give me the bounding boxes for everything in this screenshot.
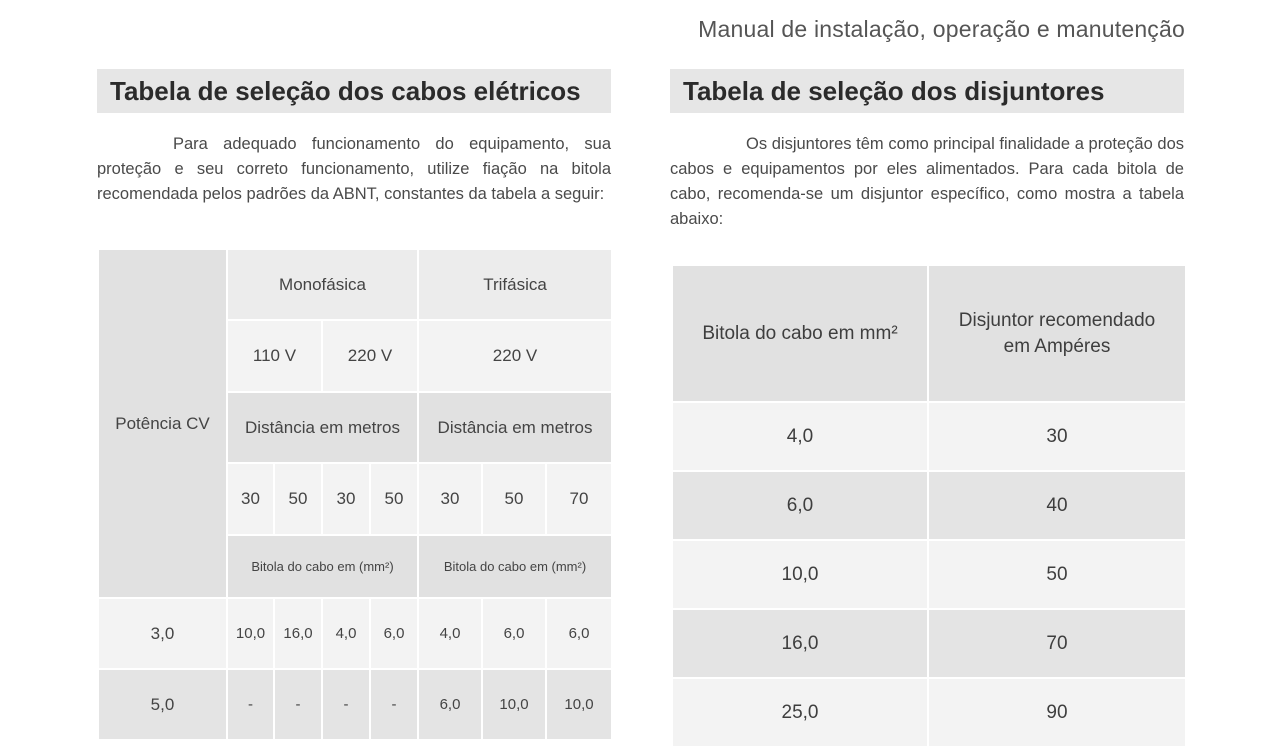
gauge-column-header: Bitola do cabo em mm²: [672, 265, 928, 402]
gauge-value: 10,0: [227, 598, 274, 669]
cable-section-title: Tabela de seleção dos cabos elétricos: [97, 69, 611, 113]
gauge-value: 6,0: [482, 598, 546, 669]
cable-section: [97, 69, 611, 207]
gauge-tri-header: Bitola do cabo em (mm²): [418, 535, 612, 598]
distance-mono-header: Distância em metros: [227, 392, 418, 463]
table-row: [672, 471, 1186, 540]
table-row: [672, 540, 1186, 609]
breaker-section: [670, 69, 1184, 232]
distance-tri-header: Distância em metros: [418, 392, 612, 463]
gauge-value: -: [274, 669, 322, 740]
gauge-value: 4,0: [672, 402, 928, 471]
breaker-column-header: Disjuntor recomendado em Ampéres: [928, 265, 1186, 402]
gauge-value: 10,0: [546, 669, 612, 740]
gauge-value: 6,0: [546, 598, 612, 669]
cable-section-paragraph: Para adequado funcionamento do equipamento, sua proteção e seu correto funcionamento, utilize fiação na bitola recomendada pelos padrões da ABNT, constantes da tabela a seguir:: [97, 135, 611, 203]
breaker-value: 70: [928, 609, 1186, 678]
tri-header: Trifásica: [418, 249, 612, 320]
voltage-220-tri-header: 220 V: [418, 320, 612, 392]
breaker-selection-table: [671, 264, 1187, 748]
breaker-value: 30: [928, 402, 1186, 471]
distance-value: 50: [482, 463, 546, 535]
cable-selection-table: [97, 248, 613, 741]
gauge-value: 4,0: [418, 598, 482, 669]
page-header-title: Manual de instalação, operação e manutenção: [698, 16, 1185, 42]
mono-header: Monofásica: [227, 249, 418, 320]
power-header: Potência CV: [98, 249, 227, 598]
distance-value: 30: [418, 463, 482, 535]
distance-value: 30: [227, 463, 274, 535]
distance-value: 30: [322, 463, 370, 535]
voltage-110-header: 110 V: [227, 320, 322, 392]
gauge-value: 4,0: [322, 598, 370, 669]
gauge-value: 16,0: [274, 598, 322, 669]
voltage-220-mono-header: 220 V: [322, 320, 418, 392]
gauge-value: 10,0: [672, 540, 928, 609]
gauge-value: 6,0: [370, 598, 418, 669]
breaker-value: 90: [928, 678, 1186, 747]
distance-value: 70: [546, 463, 612, 535]
breaker-value: 40: [928, 471, 1186, 540]
gauge-value: -: [227, 669, 274, 740]
gauge-value: 16,0: [672, 609, 928, 678]
distance-value: 50: [370, 463, 418, 535]
breaker-section-title: Tabela de seleção dos disjuntores: [670, 69, 1184, 113]
gauge-value: 6,0: [418, 669, 482, 740]
table-row: [98, 598, 612, 669]
table-row: [98, 669, 612, 740]
gauge-mono-header: Bitola do cabo em (mm²): [227, 535, 418, 598]
table-row: [672, 402, 1186, 471]
table-row: [672, 678, 1186, 747]
gauge-value: 10,0: [482, 669, 546, 740]
breaker-value: 50: [928, 540, 1186, 609]
gauge-value: -: [322, 669, 370, 740]
distance-value: 50: [274, 463, 322, 535]
table-row: [672, 609, 1186, 678]
power-value: 5,0: [98, 669, 227, 740]
breaker-section-paragraph: Os disjuntores têm como principal finalidade a proteção dos cabos e equipamentos por eles alimentados. Para cada bitola de cabo, recomenda-se um disjuntor específico, como mostra a tabela abaixo:: [670, 135, 1184, 228]
gauge-value: -: [370, 669, 418, 740]
power-value: 3,0: [98, 598, 227, 669]
gauge-value: 25,0: [672, 678, 928, 747]
gauge-value: 6,0: [672, 471, 928, 540]
